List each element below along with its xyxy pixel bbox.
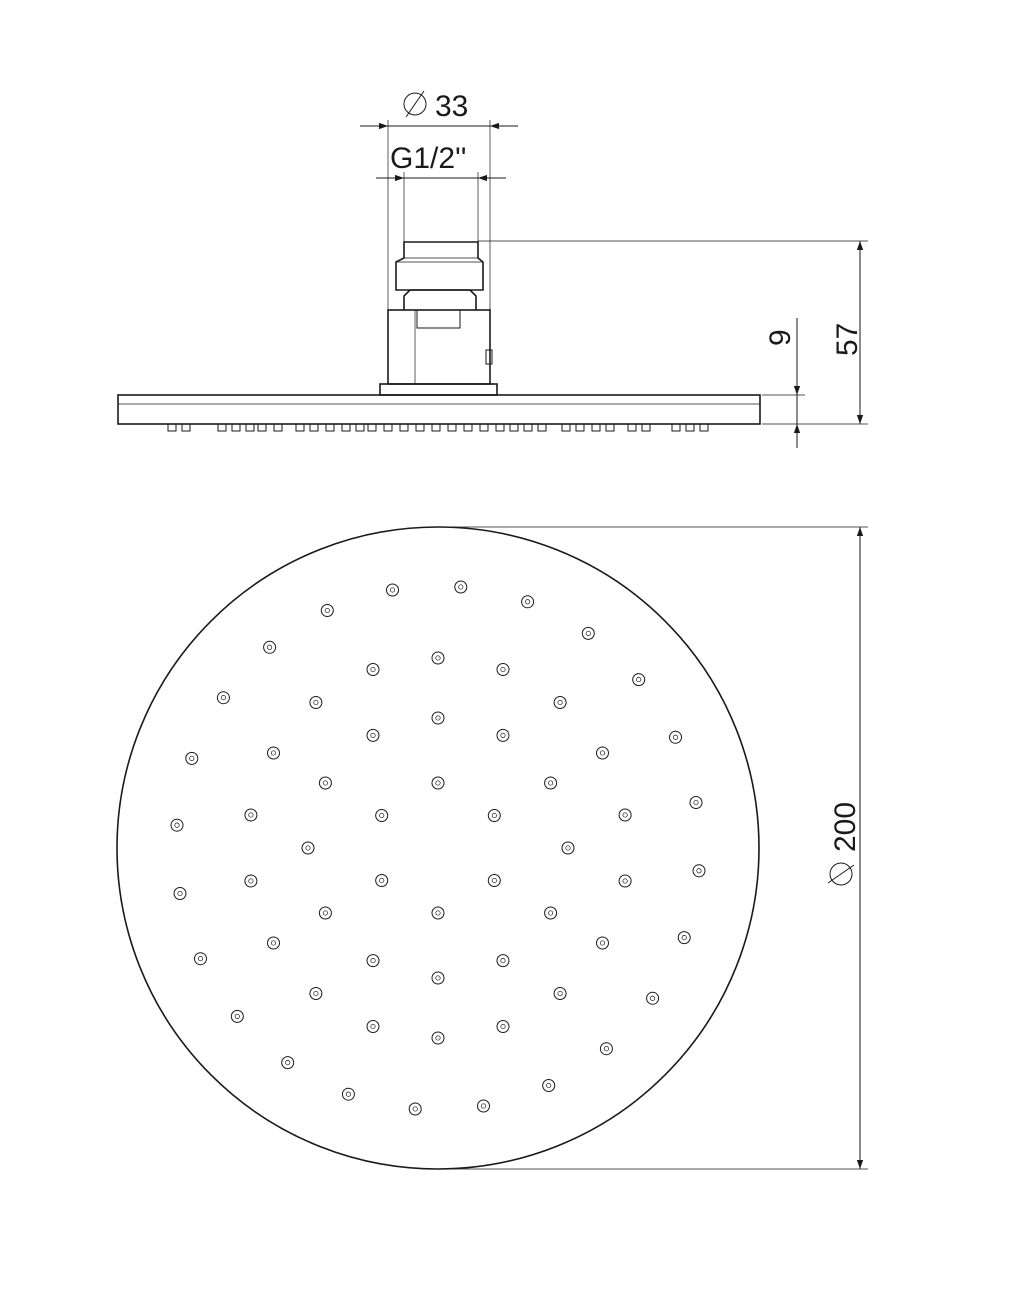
nozzle-side <box>538 424 546 431</box>
nozzle-hole <box>432 777 444 789</box>
nozzle-hole-center <box>673 735 677 739</box>
nozzle-hole-center <box>175 823 179 827</box>
nozzle-hole <box>522 596 534 608</box>
shower-head-outline <box>117 527 759 1169</box>
nozzle-hole-center <box>221 696 225 700</box>
nozzle-hole <box>497 955 509 967</box>
nozzle-hole <box>597 747 609 759</box>
nozzle-side <box>274 424 282 431</box>
nozzle-hole <box>319 907 331 919</box>
nozzle-hole-center <box>235 1014 239 1018</box>
nozzle-hole-center <box>558 991 562 995</box>
nozzle-side <box>384 424 392 431</box>
nozzle-hole-center <box>548 781 552 785</box>
nozzle-side <box>182 424 190 431</box>
nozzle-hole <box>432 907 444 919</box>
nozzle-hole-center <box>436 1036 440 1040</box>
nozzle-hole-center <box>501 733 505 737</box>
nozzle-hole-center <box>586 631 590 635</box>
nozzle-hole <box>432 972 444 984</box>
nozzle-hole <box>321 605 333 617</box>
nozzle-hole <box>693 865 705 877</box>
nozzle-hole <box>678 932 690 944</box>
nozzle-hole <box>545 777 557 789</box>
nozzle-hole <box>497 664 509 676</box>
nozzle-hole-center <box>371 1024 375 1028</box>
nozzle-hole <box>217 692 229 704</box>
diameter-symbol-33 <box>404 91 426 117</box>
dim-d33-label: 33 <box>435 90 469 123</box>
nozzle-side <box>576 424 584 431</box>
nozzle-hole-center <box>600 941 604 945</box>
nozzle-hole <box>367 1021 379 1033</box>
nozzle-hole-center <box>325 608 329 612</box>
nozzle-hole-center <box>314 991 318 995</box>
nozzle-hole <box>186 752 198 764</box>
body-slot <box>417 310 460 328</box>
nozzle-hole <box>497 1021 509 1033</box>
nozzle-hole-center <box>314 700 318 704</box>
nozzle-hole-center <box>566 846 570 850</box>
nozzle-side <box>232 424 240 431</box>
nozzle-hole-center <box>286 1060 290 1064</box>
nozzle-side <box>246 424 254 431</box>
nozzle-hole-center <box>436 911 440 915</box>
nozzle-hole <box>195 953 207 965</box>
nozzle-hole <box>455 581 467 593</box>
nozzle-side <box>368 424 376 431</box>
set-screw <box>486 350 492 364</box>
nozzle-side <box>356 424 364 431</box>
nozzle-side <box>258 424 266 431</box>
nozzle-hole-center <box>271 751 275 755</box>
nozzle-hole <box>310 988 322 1000</box>
nozzle-hole <box>376 810 388 822</box>
nozzle-hole <box>432 652 444 664</box>
nozzle-hole <box>554 697 566 709</box>
nozzle-side <box>218 424 226 431</box>
nozzle-hole <box>367 664 379 676</box>
nozzle-hole-center <box>436 976 440 980</box>
nozzle-hole-center <box>600 751 604 755</box>
nozzle-hole <box>432 712 444 724</box>
nozzle-hole-center <box>190 756 194 760</box>
nozzle-hole <box>302 842 314 854</box>
nozzle-hole <box>488 810 500 822</box>
nozzle-hole <box>600 1043 612 1055</box>
nozzle-side <box>464 424 472 431</box>
nozzle-hole-center <box>459 585 463 589</box>
nozzle-hole <box>478 1100 490 1112</box>
nozzle-hole-center <box>371 958 375 962</box>
nozzle-hole <box>245 875 257 887</box>
nozzle-hole-center <box>492 878 496 882</box>
nozzle-hole <box>310 697 322 709</box>
nozzle-hole <box>597 937 609 949</box>
nozzle-side <box>606 424 614 431</box>
nozzle-hole <box>342 1088 354 1100</box>
nozzle-hole <box>367 729 379 741</box>
nozzle-hole-center <box>623 813 627 817</box>
nozzle-side <box>642 424 650 431</box>
connector-neck <box>404 290 476 310</box>
nozzle-side <box>310 424 318 431</box>
nozzle-side <box>686 424 694 431</box>
nozzle-row <box>168 424 708 431</box>
nozzle-hole <box>633 674 645 686</box>
nozzle-hole-center <box>525 600 529 604</box>
nozzle-hole <box>319 777 331 789</box>
nozzle-hole <box>582 627 594 639</box>
nozzle-hole-center <box>682 935 686 939</box>
thread-nut <box>396 242 483 290</box>
dim-9-label: 9 <box>764 329 797 346</box>
nozzle-hole-center <box>501 1024 505 1028</box>
nozzle-hole-center <box>371 667 375 671</box>
nozzle-hole-center <box>558 700 562 704</box>
nozzle-hole <box>387 584 399 596</box>
nozzle-hole <box>174 888 186 900</box>
nozzle-hole-center <box>501 958 505 962</box>
nozzle-side <box>480 424 488 431</box>
nozzle-hole-center <box>390 588 394 592</box>
nozzle-hole <box>647 992 659 1004</box>
nozzle-side <box>448 424 456 431</box>
dim-d200-label: 200 <box>829 801 862 852</box>
nozzle-hole-center <box>198 957 202 961</box>
nozzle-hole-center <box>623 879 627 883</box>
nozzle-side <box>296 424 304 431</box>
nozzle-side <box>416 424 424 431</box>
nozzle-side <box>700 424 708 431</box>
nozzle-hole <box>543 1080 555 1092</box>
nozzle-side <box>432 424 440 431</box>
nozzle-hole-center <box>637 677 641 681</box>
connector-body <box>388 310 490 384</box>
nozzle-hole-center <box>306 846 310 850</box>
nozzle-hole <box>245 809 257 821</box>
nozzle-side <box>168 424 176 431</box>
nozzle-hole-center <box>604 1047 608 1051</box>
nozzle-hole-center <box>267 645 271 649</box>
nozzle-hole <box>268 747 280 759</box>
nozzle-hole <box>409 1103 421 1115</box>
nozzle-hole <box>171 819 183 831</box>
nozzle-hole <box>367 955 379 967</box>
nozzle-hole <box>268 937 280 949</box>
nozzle-hole <box>264 641 276 653</box>
nozzle-hole-center <box>697 869 701 873</box>
nozzle-hole-center <box>650 996 654 1000</box>
nozzle-side <box>592 424 600 431</box>
nozzle-hole <box>690 797 702 809</box>
dim-thread-label: G1/2'' <box>390 142 467 175</box>
nozzle-hole-center <box>371 733 375 737</box>
nozzle-hole <box>545 907 557 919</box>
nozzle-hole-center <box>436 781 440 785</box>
nozzle-hole-center <box>323 911 327 915</box>
nozzle-hole-center <box>436 656 440 660</box>
nozzle-side <box>400 424 408 431</box>
nozzle-hole-center <box>346 1092 350 1096</box>
nozzle-hole <box>376 875 388 887</box>
side-view <box>118 90 868 448</box>
nozzle-hole <box>619 875 631 887</box>
nozzle-hole <box>670 731 682 743</box>
nozzle-hole-center <box>492 813 496 817</box>
nozzle-hole <box>497 729 509 741</box>
nozzle-hole-center <box>380 813 384 817</box>
nozzle-hole-center <box>271 941 275 945</box>
nozzle-side <box>672 424 680 431</box>
nozzle-hole <box>619 809 631 821</box>
nozzle-hole-center <box>249 879 253 883</box>
nozzle-side <box>510 424 518 431</box>
nozzle-hole-center <box>178 891 182 895</box>
nozzle-hole <box>432 1032 444 1044</box>
nozzle-side <box>496 424 504 431</box>
nozzle-hole <box>562 842 574 854</box>
nozzle-hole <box>554 988 566 1000</box>
top-view <box>117 527 868 1169</box>
nozzle-hole-center <box>380 878 384 882</box>
nozzle-hole-center <box>323 781 327 785</box>
dim-57-label: 57 <box>831 322 864 356</box>
nozzle-hole-center <box>547 1083 551 1087</box>
base-flange <box>380 384 497 395</box>
nozzle-side <box>628 424 636 431</box>
diameter-symbol-200 <box>828 863 854 885</box>
nozzle-hole-center <box>548 911 552 915</box>
nozzle-side <box>342 424 350 431</box>
nozzle-side <box>524 424 532 431</box>
nozzle-hole <box>282 1057 294 1069</box>
nozzle-hole-center <box>481 1104 485 1108</box>
nozzle-hole-center <box>501 667 505 671</box>
nozzle-hole-center <box>436 716 440 720</box>
shower-plate-side <box>118 395 760 424</box>
nozzle-side <box>326 424 334 431</box>
nozzle-side <box>562 424 570 431</box>
nozzle-holes <box>171 581 705 1115</box>
nozzle-hole <box>231 1010 243 1022</box>
nozzle-hole-center <box>249 813 253 817</box>
nozzle-hole <box>488 875 500 887</box>
nozzle-hole-center <box>694 800 698 804</box>
nozzle-hole-center <box>413 1107 417 1111</box>
